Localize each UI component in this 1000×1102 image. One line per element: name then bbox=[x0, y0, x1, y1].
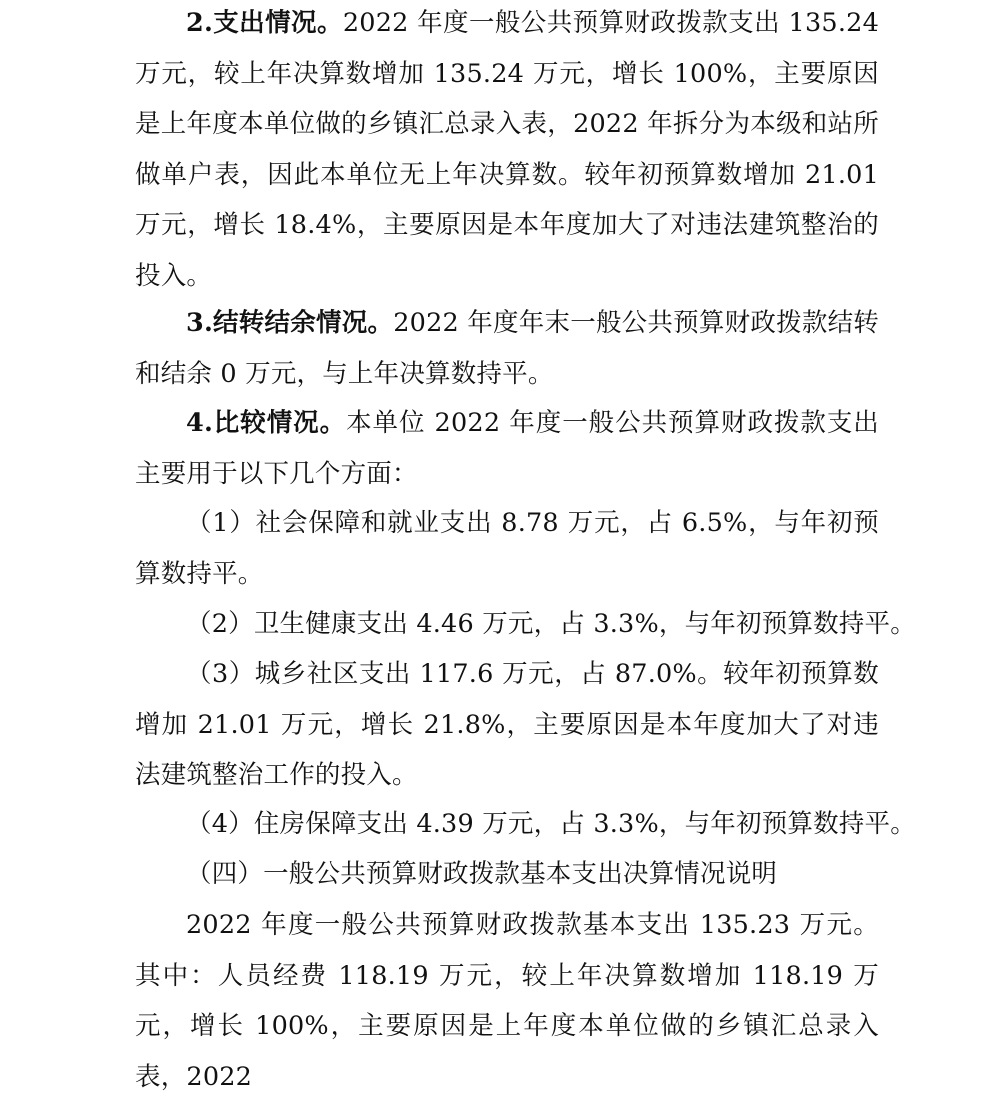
text-item-4: （4）住房保障支出 4.39 万元，占 3.3%，与年初预算数持平。 bbox=[186, 809, 916, 839]
text-section-heading: （四）一般公共预算财政拨款基本支出决算情况说明 bbox=[186, 859, 778, 889]
text-comparison: 本单位 2022 年度一般公共预算财政拨款支出主要用于以下几个方面： bbox=[135, 408, 879, 489]
paragraph-item-1 bbox=[135, 498, 879, 599]
section-heading-basic-expenditure bbox=[135, 849, 879, 900]
text-item-3: （3）城乡社区支出 117.6 万元，占 87.0%。较年初预算数增加 21.01 万元，增长 21.8%，主要原因是本年度加大了对违法建筑整治工作的投入。 bbox=[135, 659, 879, 790]
text-item-2: （2）卫生健康支出 4.46 万元，占 3.3%，与年初预算数持平。 bbox=[186, 609, 916, 639]
paragraph-basic-expenditure bbox=[135, 900, 879, 1102]
paragraph-item-2 bbox=[135, 599, 916, 650]
paragraph-item-3 bbox=[135, 649, 879, 801]
paragraph-expenditure bbox=[135, 0, 879, 301]
text-expenditure: 2022 年度一般公共预算财政拨款支出 135.24 万元，较上年决算数增加 135.24 万元，增长 100%，主要原因是上年度本单位做的乡镇汇总录入表，2022 年拆分为本级和站所做单户表，因此本单位无上年决算数。较年初预算数增加 21.01 万元，增长 18.4%，主要原因是本年度加大了对违法建筑整治的投入。 bbox=[135, 8, 879, 291]
paragraph-comparison bbox=[135, 398, 879, 499]
heading-carryover: 3.结转结余情况。 bbox=[186, 308, 394, 338]
text-item-1: （1）社会保障和就业支出 8.78 万元，占 6.5%，与年初预算数持平。 bbox=[135, 508, 879, 589]
paragraph-item-4 bbox=[135, 799, 916, 850]
heading-expenditure: 2.支出情况。 bbox=[186, 8, 343, 38]
paragraph-carryover bbox=[135, 298, 879, 399]
heading-comparison: 4.比较情况。 bbox=[186, 408, 347, 438]
text-carryover: 2022 年度年末一般公共预算财政拨款结转和结余 0 万元，与上年决算数持平。 bbox=[135, 308, 880, 389]
text-basic-expenditure: 2022 年度一般公共预算财政拨款基本支出 135.23 万元。其中：人员经费 118.19 万元，较上年决算数增加 118.19 万元，增长 100%，主要原因是上年度本单位做的乡镇汇总录入表，2022 bbox=[135, 910, 879, 1092]
